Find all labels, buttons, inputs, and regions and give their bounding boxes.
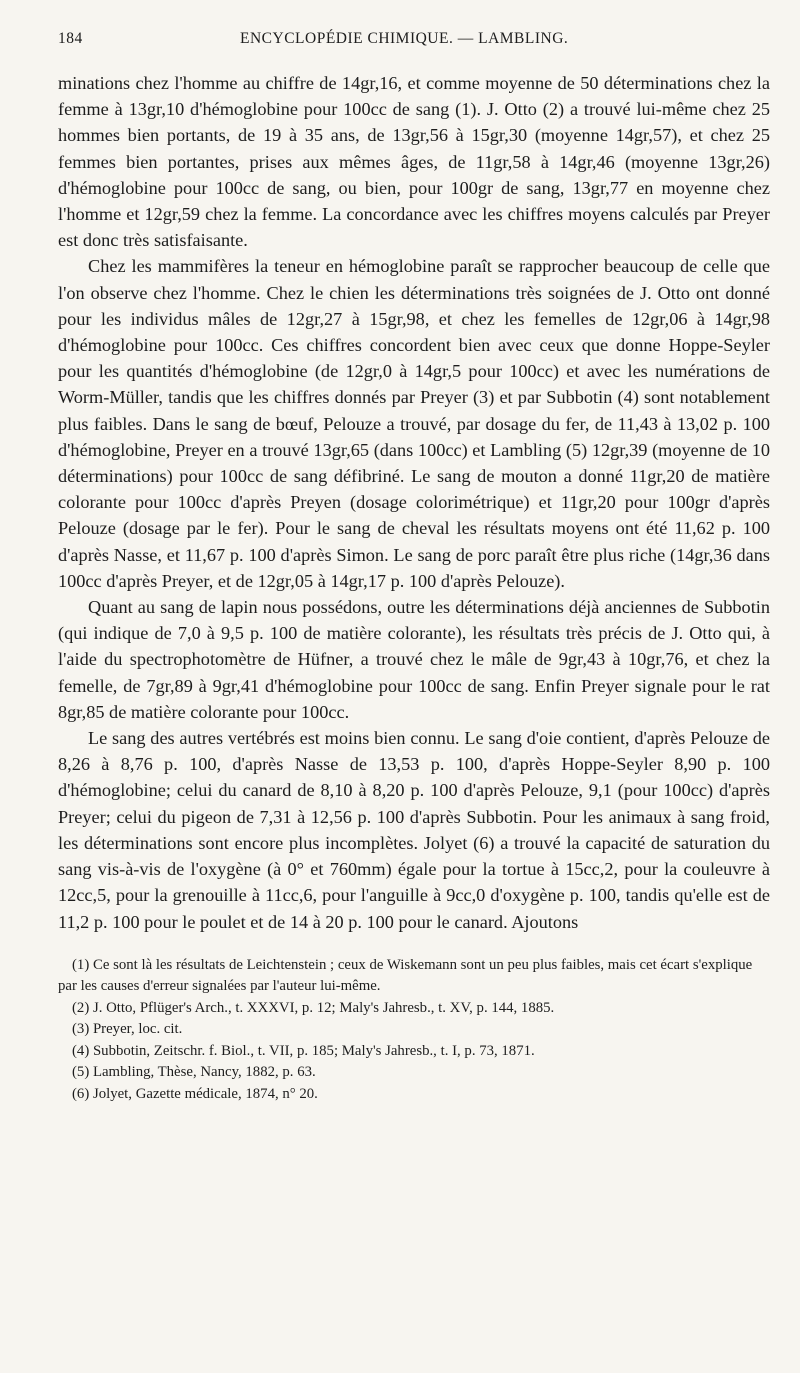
page-header bbox=[58, 22, 770, 50]
footnote-1: (1) Ce sont là les résultats de Leichtenstein ; ceux de Wiskemann sont un peu plus faibles, mais cet écart s'explique par les causes d'erreur signalées par l'auteur lui-même. bbox=[58, 956, 753, 995]
footnote-3: (3) Preyer, loc. cit. bbox=[72, 1021, 183, 1038]
body-text bbox=[58, 70, 770, 935]
footnote-6: (6) Jolyet, Gazette médicale, 1874, n° 20. bbox=[72, 1085, 318, 1102]
footnotes bbox=[58, 955, 770, 1106]
footnote-5: (5) Lambling, Thèse, Nancy, 1882, p. 63. bbox=[72, 1064, 316, 1081]
paragraph-3: Quant au sang de lapin nous possédons, outre les déterminations déjà anciennes de Subbotin (qui indique de 7,0 à 9,5 p. 100 de matière colorante), les résultats très précis de J. Otto qui, à l'aide du spectrophotomètre de Hüfner, a trouvé chez le mâle de 9gr,43 à 10gr,76, et chez la femelle, de 7gr,89 à 9gr,41 d'hémoglobine pour 100cc de sang. Enfin Preyer signale pour le rat 8gr,85 de matière colorante pour 100cc. bbox=[58, 597, 770, 722]
paragraph-2: Chez les mammifères la teneur en hémoglobine paraît se rapprocher beaucoup de celle que l'on observe chez l'homme. Chez le chien les déterminations très soignées de J. Otto ont donné pour les individus mâles de 12gr,27 à 15gr,98, et chez les femelles de 12gr,06 à 14gr,98 d'hémoglobine pour 100cc. Ces chiffres concordent bien avec ceux que donne Hoppe-Seyler pour les quantités d'hémoglobine (de 12gr,0 à 14gr,5 pour 100cc) et avec les numérations de Worm-Müller, tandis que les chiffres donnés par Preyer (3) et par Subbotin (4) sont notablement plus faibles. Dans le sang de bœuf, Pelouze a trouvé, par dosage du fer, de 11,43 à 13,02 p. 100 d'hémoglobine, Preyer en a trouvé 13gr,65 (dans 100cc) et Lambling (5) 12gr,39 (moyenne de 10 déterminations) pour 100cc de sang défibriné. Le sang de mouton a donné 11gr,20 de matière colorante pour 100cc d'après Preyen (dosage colorimétrique) et 11gr,20 pour 100gr d'après Pelouze (dosage par le fer). Pour le sang de cheval les résultats moyens ont été 11,62 p. 100 d'après Nasse, et 11,67 p. 100 d'après Simon. Le sang de porc paraît être plus riche (14gr,36 dans 100cc d'après Preyer, et de 12gr,05 à 14gr,17 p. 100 d'après Pelouze). bbox=[58, 256, 770, 591]
page-number: 184 bbox=[58, 30, 83, 47]
paragraph-4: Le sang des autres vertébrés est moins bien connu. Le sang d'oie contient, d'après Pelouze de 8,26 à 8,76 p. 100, d'après Nasse de 13,53 p. 100, d'après Hoppe-Seyler 8,90 p. 100 d'hémoglobine; celui du canard de 8,10 à 8,20 p. 100 d'après Pelouze, 9,1 (pour 100cc) d'après Preyer; celui du pigeon de 7,31 à 12,56 p. 100 d'après Subbotin. Pour les animaux à sang froid, les déterminations sont encore plus incomplètes. Jolyet (6) a trouvé la capacité de saturation du sang vis-à-vis de l'oxygène (à 0° et 760mm) égale pour la tortue à 15cc,2, pour la couleuvre à 12cc,5, pour la grenouille à 11cc,6, pour l'anguille à 9cc,0 d'oxygène p. 100, tandis qu'elle est de 11,2 p. 100 pour le poulet et de 14 à 20 p. 100 pour le canard. Ajoutons bbox=[58, 728, 770, 932]
paragraph-1: minations chez l'homme au chiffre de 14gr,16, et comme moyenne de 50 déterminations chez la femme à 13gr,10 d'hémoglobine pour 100cc de sang (1). J. Otto (2) a trouvé lui-même chez 25 hommes bien portants, de 19 à 35 ans, de 13gr,56 à 15gr,30 (moyenne 14gr,57), et chez 25 femmes bien portantes, prises aux mêmes âges, de 11gr,58 à 14gr,46 (moyenne 13gr,26) d'hémoglobine pour 100cc de sang, ou bien, pour 100gr de sang, 13gr,77 en moyenne chez l'homme et 12gr,59 chez la femme. La concordance avec les chiffres moyens calculés par Preyer est donc très satisfaisante. bbox=[58, 73, 770, 251]
running-title: ENCYCLOPÉDIE CHIMIQUE. — LAMBLING. bbox=[240, 30, 569, 47]
footnote-2: (2) J. Otto, Pflüger's Arch., t. XXXVI, p. 12; Maly's Jahresb., t. XV, p. 144, 1885. bbox=[72, 999, 555, 1016]
footnote-4: (4) Subbotin, Zeitschr. f. Biol., t. VII, p. 185; Maly's Jahresb., t. I, p. 73, 1871. bbox=[72, 1042, 535, 1059]
